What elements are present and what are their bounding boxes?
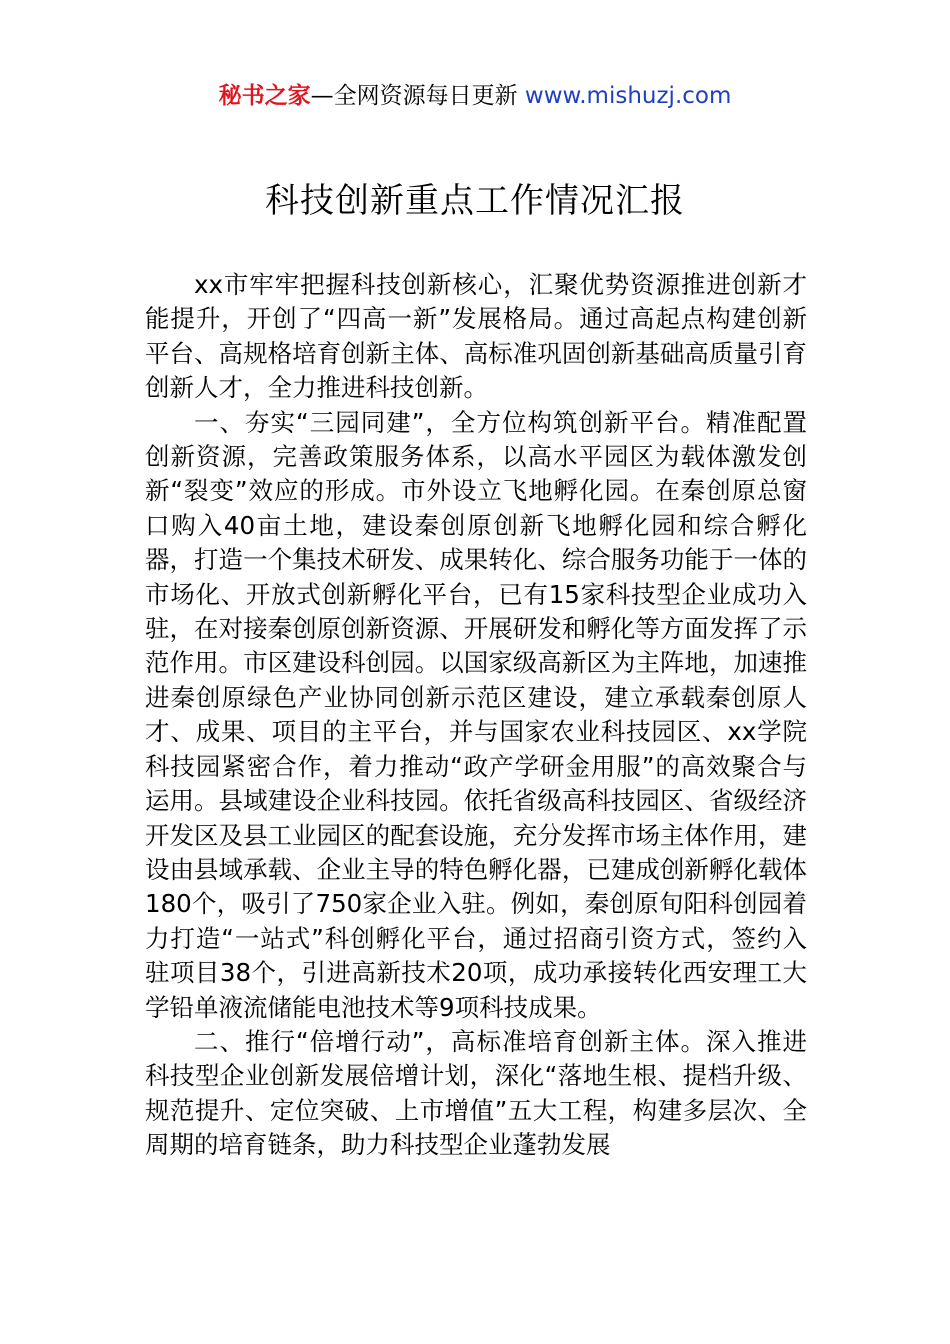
document-body <box>145 268 807 1163</box>
site-header <box>0 80 950 112</box>
paragraph-section-2: 二、推行“倍增行动”，高标准培育创新主体。深入推进科技型企业创新发展倍增计划，深化“落地生根、提档升级、规范提升、定位突破、上市增值”五大工程，构建多层次、全周期的培育链条，助力科技型企业蓬勃发展 <box>145 1026 807 1160</box>
site-name: 秘书之家 <box>218 83 311 109</box>
site-url-link[interactable]: www.mishuzj.com <box>524 83 732 109</box>
document-title: 科技创新重点工作情况汇报 <box>265 181 685 221</box>
site-tagline: —全网资源每日更新 <box>310 83 525 109</box>
paragraph-intro: xx市牢牢把握科技创新核心，汇聚优势资源推进创新才能提升，开创了“四高一新”发展格局。通过高起点构建创新平台、高规格培育创新主体、高标准巩固创新基础高质量引育创新人才，全力推进科技创新。 <box>145 270 807 403</box>
paragraph-section-1: 一、夯实“三园同建”，全方位构筑创新平台。精准配置创新资源，完善政策服务体系，以高水平园区为载体激发创新“裂变”效应的形成。市外设立飞地孵化园。在秦创原总窗口购入40亩土地，建设秦创原创新飞地孵化园和综合孵化器，打造一个集技术研发、成果转化、综合服务功能于一体的市场化、开放式创新孵化平台，已有15家科技型企业成功入驻，在对接秦创原创新资源、开展研发和孵化等方面发挥了示范作用。市区建设科创园。以国家级高新区为主阵地，加速推进秦创原绿色产业协同创新示范区建设，建立承载秦创原人才、成果、项目的主平台，并与国家农业科技园区、xx学院科技园紧密合作，着力推动“政产学研金用服”的高效聚合与运用。县域建设企业科技园。依托省级高科技园区、省级经济开发区及县工业园区的配套设施，充分发挥市场主体作用，建设由县域承载、企业主导的特色孵化器，已建成创新孵化载体180个，吸引了750家企业入驻。例如，秦创原旬阳科创园着力打造“一站式”科创孵化平台，通过招商引资方式，签约入驻项目38个，引进高新技术20项，成功承接转化西安理工大学铅单液流储能电池技术等9项科技成果。 <box>145 407 807 1022</box>
